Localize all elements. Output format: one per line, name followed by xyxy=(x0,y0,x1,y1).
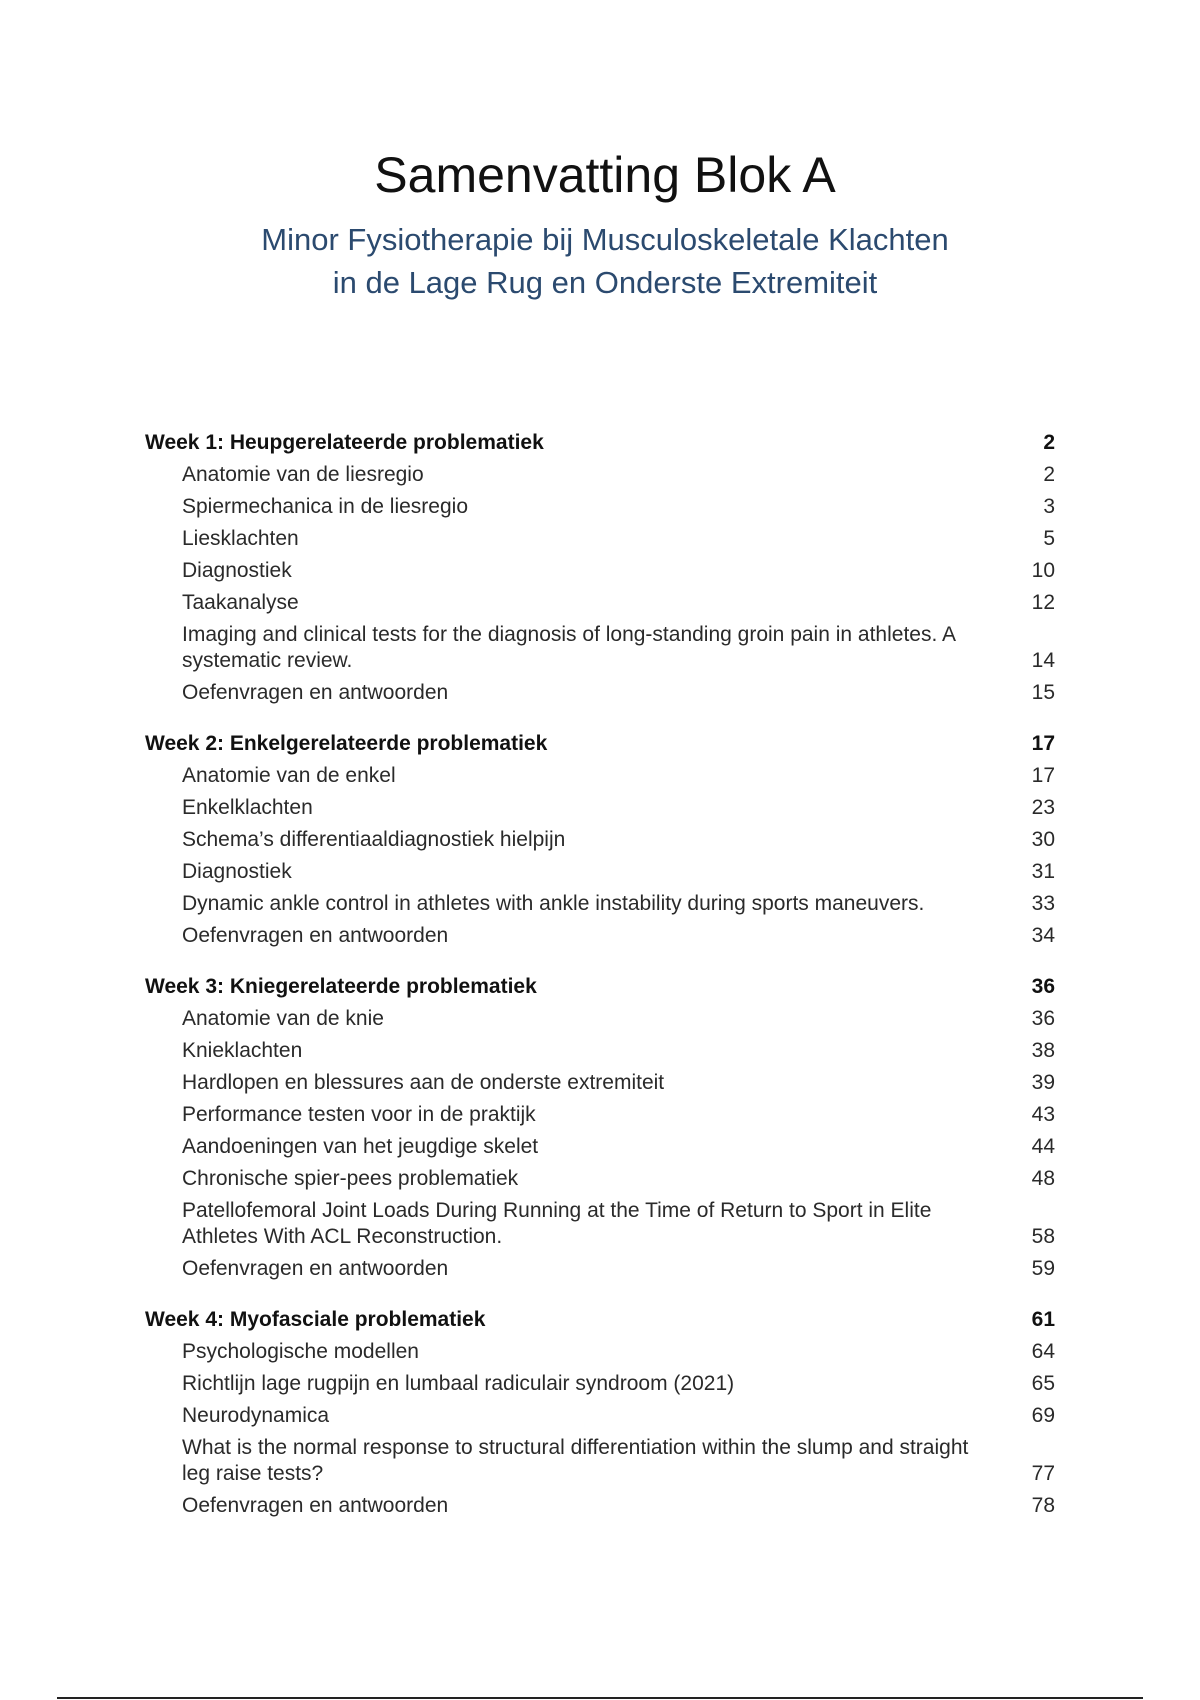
toc-entry-page-number: 64 xyxy=(1031,1340,1055,1363)
toc-entry-page-number: 34 xyxy=(1031,924,1055,947)
toc-entry-label: Oefenvragen en antwoorden xyxy=(182,1494,449,1517)
toc-entry-label: Psychologische modellen xyxy=(182,1340,419,1363)
toc-entry[interactable] xyxy=(145,590,1055,616)
toc-entry-label: Anatomie van de liesregio xyxy=(182,463,424,486)
toc-entry-page-number: 17 xyxy=(1031,764,1055,787)
toc-entry[interactable] xyxy=(145,795,1055,821)
toc-entry-label: Hardlopen en blessures aan de onderste extremiteit xyxy=(182,1071,665,1094)
toc-entry-page-number: 3 xyxy=(1043,495,1055,518)
toc-entry[interactable] xyxy=(145,763,1055,789)
toc-entry-page-number: 48 xyxy=(1031,1167,1055,1190)
toc-entry-page-number: 12 xyxy=(1031,591,1055,614)
toc-entry-label: Patellofemoral Joint Loads During Running at the Time of Return to Sport in Elite Athletes With ACL Reconstruction. xyxy=(182,1199,932,1248)
toc-entry[interactable] xyxy=(145,827,1055,853)
toc-week-section xyxy=(145,731,1055,949)
toc-entry-label: Richtlijn lage rugpijn en lumbaal radiculair syndroom (2021) xyxy=(182,1372,735,1395)
toc-entry[interactable] xyxy=(145,1256,1055,1282)
toc-entry-label: Diagnostiek xyxy=(182,860,292,883)
toc-entry-page-number: 15 xyxy=(1031,681,1055,704)
page-footer-rule xyxy=(57,1697,1143,1699)
toc-entry-label: Oefenvragen en antwoorden xyxy=(182,924,449,947)
toc-entry-label: Anatomie van de knie xyxy=(182,1007,384,1030)
toc-heading-page-number: 17 xyxy=(1031,732,1055,755)
toc-entry[interactable] xyxy=(145,558,1055,584)
toc-entry[interactable] xyxy=(145,1166,1055,1192)
document-subtitle xyxy=(0,218,1200,304)
subtitle-line-1: Minor Fysiotherapie bij Musculoskeletale Klachten xyxy=(261,222,949,257)
toc-entry[interactable] xyxy=(145,1038,1055,1064)
toc-entry-page-number: 33 xyxy=(1031,892,1055,915)
toc-entry-label: Aandoeningen van het jeugdige skelet xyxy=(182,1135,539,1158)
toc-heading-label: Week 4: Myofasciale problematiek xyxy=(145,1308,486,1331)
toc-entry-page-number: 10 xyxy=(1031,559,1055,582)
toc-entry[interactable] xyxy=(145,1134,1055,1160)
toc-entry[interactable] xyxy=(145,494,1055,520)
toc-entry-page-number: 36 xyxy=(1031,1007,1055,1030)
table-of-contents xyxy=(145,430,1055,1544)
toc-week-section xyxy=(145,1307,1055,1519)
toc-week-section xyxy=(145,430,1055,706)
toc-entry-label: Anatomie van de enkel xyxy=(182,764,396,787)
toc-entry[interactable] xyxy=(145,1070,1055,1096)
toc-entry-page-number: 65 xyxy=(1031,1372,1055,1395)
toc-entry-page-number: 14 xyxy=(1031,649,1055,672)
toc-entry[interactable] xyxy=(145,1006,1055,1032)
toc-entry-label: Chronische spier-pees problematiek xyxy=(182,1167,519,1190)
toc-entry-label: Schema’s differentiaaldiagnostiek hielpijn xyxy=(182,828,566,851)
toc-week-section xyxy=(145,974,1055,1282)
toc-entry-label: Oefenvragen en antwoorden xyxy=(182,1257,449,1280)
toc-entry-label: Performance testen voor in de praktijk xyxy=(182,1103,536,1126)
toc-entry-page-number: 58 xyxy=(1031,1225,1055,1248)
toc-entry[interactable] xyxy=(145,1102,1055,1128)
toc-entry-label: Liesklachten xyxy=(182,527,299,550)
toc-entry[interactable] xyxy=(145,1435,1055,1487)
toc-heading-page-number: 61 xyxy=(1031,1308,1055,1331)
toc-entry-page-number: 23 xyxy=(1031,796,1055,819)
toc-entry[interactable] xyxy=(145,923,1055,949)
toc-entry-page-number: 44 xyxy=(1031,1135,1055,1158)
toc-entry[interactable] xyxy=(145,680,1055,706)
toc-entry[interactable] xyxy=(145,891,1055,917)
toc-entry-page-number: 43 xyxy=(1031,1103,1055,1126)
toc-entry-label: Enkelklachten xyxy=(182,796,313,819)
toc-entry[interactable] xyxy=(145,1339,1055,1365)
toc-entry-label: Taakanalyse xyxy=(182,591,299,614)
toc-entry-label: Knieklachten xyxy=(182,1039,303,1062)
toc-entry-label: Neurodynamica xyxy=(182,1404,330,1427)
toc-entry[interactable] xyxy=(145,526,1055,552)
toc-entry-page-number: 31 xyxy=(1031,860,1055,883)
toc-entry-page-number: 39 xyxy=(1031,1071,1055,1094)
toc-entry-label: Imaging and clinical tests for the diagnosis of long-standing groin pain in athletes. A systematic review. xyxy=(182,623,955,672)
toc-entry[interactable] xyxy=(145,1403,1055,1429)
toc-entry-page-number: 2 xyxy=(1043,463,1055,486)
toc-entry-page-number: 77 xyxy=(1031,1462,1055,1485)
toc-entry-label: What is the normal response to structural differentiation within the slump and straight leg raise tests? xyxy=(182,1436,969,1485)
toc-entry[interactable] xyxy=(145,622,1055,674)
toc-entry-label: Diagnostiek xyxy=(182,559,292,582)
toc-heading-label: Week 1: Heupgerelateerde problematiek xyxy=(145,431,544,454)
toc-entry-page-number: 59 xyxy=(1031,1257,1055,1280)
toc-entry[interactable] xyxy=(145,462,1055,488)
toc-heading-page-number: 36 xyxy=(1031,975,1055,998)
document-title: Samenvatting Blok A xyxy=(374,147,836,203)
toc-entry-page-number: 5 xyxy=(1043,527,1055,550)
toc-week-heading[interactable] xyxy=(145,430,1055,456)
toc-week-heading[interactable] xyxy=(145,731,1055,757)
toc-entry-label: Dynamic ankle control in athletes with ankle instability during sports maneuvers. xyxy=(182,892,925,915)
toc-entry-page-number: 38 xyxy=(1031,1039,1055,1062)
toc-heading-page-number: 2 xyxy=(1043,431,1055,454)
toc-entry-page-number: 78 xyxy=(1031,1494,1055,1517)
toc-heading-label: Week 2: Enkelgerelateerde problematiek xyxy=(145,732,548,755)
toc-heading-label: Week 3: Kniegerelateerde problematiek xyxy=(145,975,537,998)
subtitle-line-2: in de Lage Rug en Onderste Extremiteit xyxy=(332,265,878,300)
toc-entry[interactable] xyxy=(145,1493,1055,1519)
toc-entry-label: Oefenvragen en antwoorden xyxy=(182,681,449,704)
toc-week-heading[interactable] xyxy=(145,1307,1055,1333)
toc-entry[interactable] xyxy=(145,859,1055,885)
toc-entry[interactable] xyxy=(145,1198,1055,1250)
toc-week-heading[interactable] xyxy=(145,974,1055,1000)
toc-entry[interactable] xyxy=(145,1371,1055,1397)
toc-entry-page-number: 69 xyxy=(1031,1404,1055,1427)
toc-entry-label: Spiermechanica in de liesregio xyxy=(182,495,468,518)
toc-entry-page-number: 30 xyxy=(1031,828,1055,851)
